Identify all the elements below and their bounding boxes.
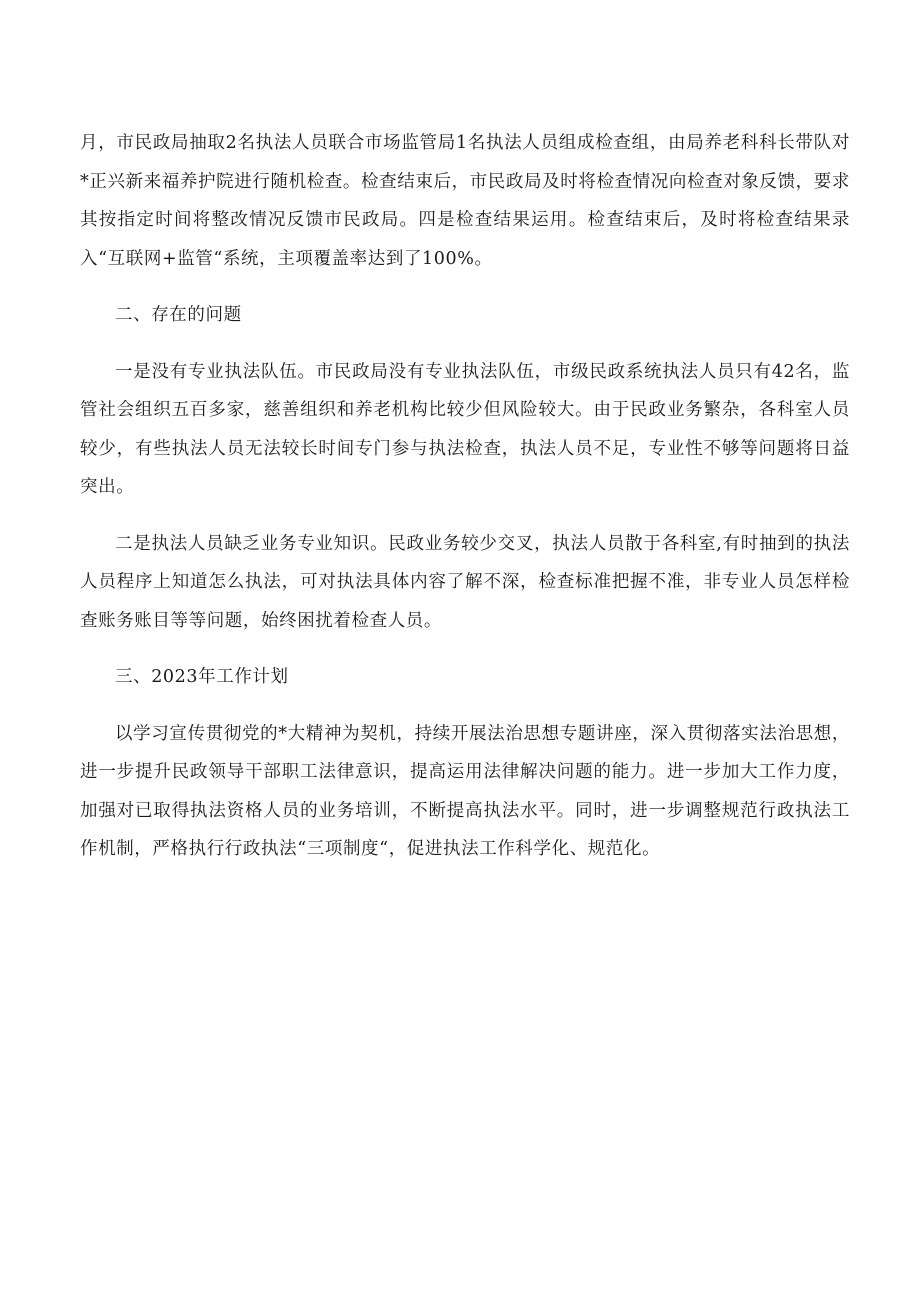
paragraph-no-team: 一是没有专业执法队伍。市民政局没有专业执法队伍，市级民政系统执法人员只有42名，监管社会组织五百多家，慈善组织和养老机构比较少但风险较大。由于民政业务繁杂，各科室人员较少，有些执法人员无法较长时间专门参与执法检查，执法人员不足，专业性不够等问题将日益突出。 xyxy=(80,361,850,497)
document-page xyxy=(80,124,850,887)
section-heading-problems: 二、存在的问题 xyxy=(115,305,242,325)
paragraph-continuation: 月，市民政局抽取2名执法人员联合市场监管局1名执法人员组成检查组，由局养老科科长带队对*正兴新来福养护院进行随机检查。检查结束后，市民政局及时将检查情况向检查对象反馈，要求其按指定时间将整改情况反馈市民政局。四是检查结果运用。检查结束后，及时将检查结果录入“互联网+监管“系统，主项覆盖率达到了100%。 xyxy=(80,133,850,269)
section-heading-plan: 三、2023年工作计划 xyxy=(115,667,289,687)
paragraph-plan: 以学习宣传贯彻党的*大精神为契机，持续开展法治思想专题讲座，深入贯彻落实法治思想，进一步提升民政领导干部职工法律意识，提高运用法律解决问题的能力。进一步加大工作力度，加强对已取得执法资格人员的业务培训，不断提高执法水平。同时，进一步调整规范行政执法工作机制，严格执行行政执法“三项制度“，促进执法工作科学化、规范化。 xyxy=(80,723,850,859)
paragraph-lack-knowledge: 二是执法人员缺乏业务专业知识。民政业务较少交叉，执法人员散于各科室,有时抽到的执法人员程序上知道怎么执法，可对执法具体内容了解不深，检查标准把握不准，非专业人员怎样检查账务账目等等问题，始终困扰着检查人员。 xyxy=(80,533,850,631)
